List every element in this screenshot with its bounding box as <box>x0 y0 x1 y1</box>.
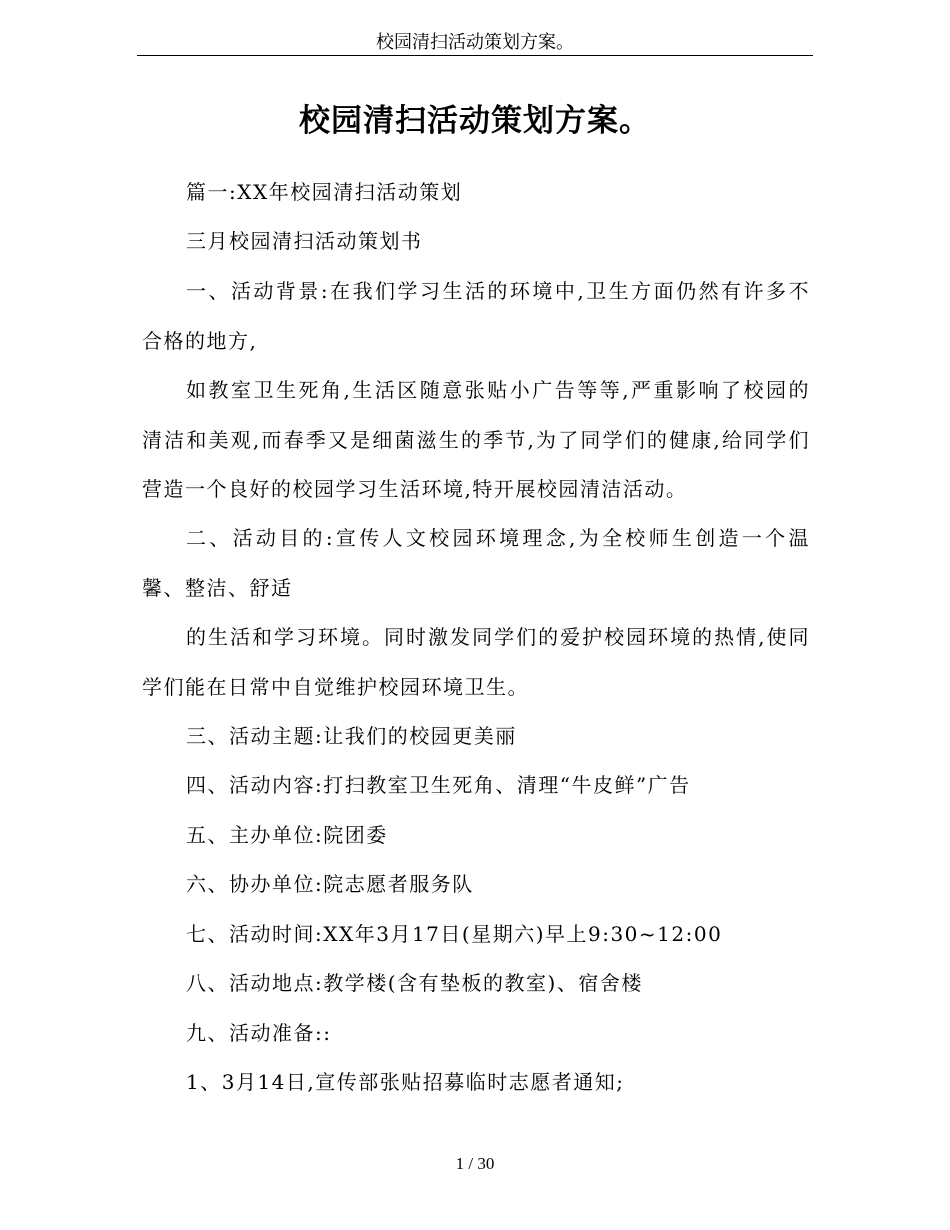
item-location <box>142 959 810 1009</box>
text-line: 八、活动地点:教学楼(含有垫板的教室)、宿舍楼 <box>186 971 643 995</box>
section-heading-chapter-one <box>142 168 810 218</box>
text-line: 四、活动内容:打扫教室卫生死角、清理“牛皮鲜”广告 <box>186 773 691 797</box>
paragraph-background <box>142 267 810 366</box>
item-content <box>142 761 810 811</box>
text-line: 五、主办单位:院团委 <box>186 823 388 847</box>
text-line: 合格的地方, <box>142 328 258 353</box>
text-line: 的生活和学习环境。同时激发同学们的爱护校园环境的热情,使同 <box>186 625 810 649</box>
plan-subtitle <box>142 217 810 267</box>
item-organizer <box>142 811 810 861</box>
document-title: 校园清扫活动策划方案。 <box>299 103 651 139</box>
text-line: 清洁和美观,而春季又是细菌滋生的季节,为了同学们的健康,给同学们 <box>142 427 810 452</box>
text-line: 三月校园清扫活动策划书 <box>186 229 423 253</box>
text-line: 1、3月14日,宣传部张贴招募临时志愿者通知; <box>186 1070 625 1094</box>
item-theme <box>142 712 810 762</box>
text-line: 三、活动主题:让我们的校园更美丽 <box>186 724 517 748</box>
header-divider <box>137 55 813 56</box>
text-line: 九、活动准备:: <box>186 1021 332 1045</box>
text-line: 一、活动背景:在我们学习生活的环境中,卫生方面仍然有许多不 <box>186 279 810 303</box>
preparation-step-1 <box>142 1058 810 1108</box>
paragraph-purpose <box>142 514 810 613</box>
text-line: 篇一:XX年校园清扫活动策划 <box>186 180 463 204</box>
text-line: 营造一个良好的校园学习生活环境,特开展校园清洁活动。 <box>142 477 688 501</box>
item-preparation <box>142 1009 810 1059</box>
page-number: 1 / 30 <box>455 1154 495 1173</box>
text-line: 馨、整洁、舒适 <box>142 575 293 600</box>
text-line: 如教室卫生死角,生活区随意张贴小广告等等,严重影响了校园的 <box>186 378 810 402</box>
text-line: 七、活动时间:XX年3月17日(星期六)早上9:30~12:00 <box>186 922 723 946</box>
text-line: 二、活动目的:宣传人文校园环境理念,为全校师生创造一个温 <box>186 526 810 550</box>
text-line: 六、协办单位:院志愿者服务队 <box>186 872 474 896</box>
item-co-organizer <box>142 860 810 910</box>
paragraph-purpose-detail <box>142 613 810 712</box>
running-header-title: 校园清扫活动策划方案。 <box>376 32 574 53</box>
paragraph-background-detail <box>142 366 810 515</box>
text-line: 学们能在日常中自觉维护校园环境卫生。 <box>142 674 529 699</box>
item-time <box>142 910 810 960</box>
